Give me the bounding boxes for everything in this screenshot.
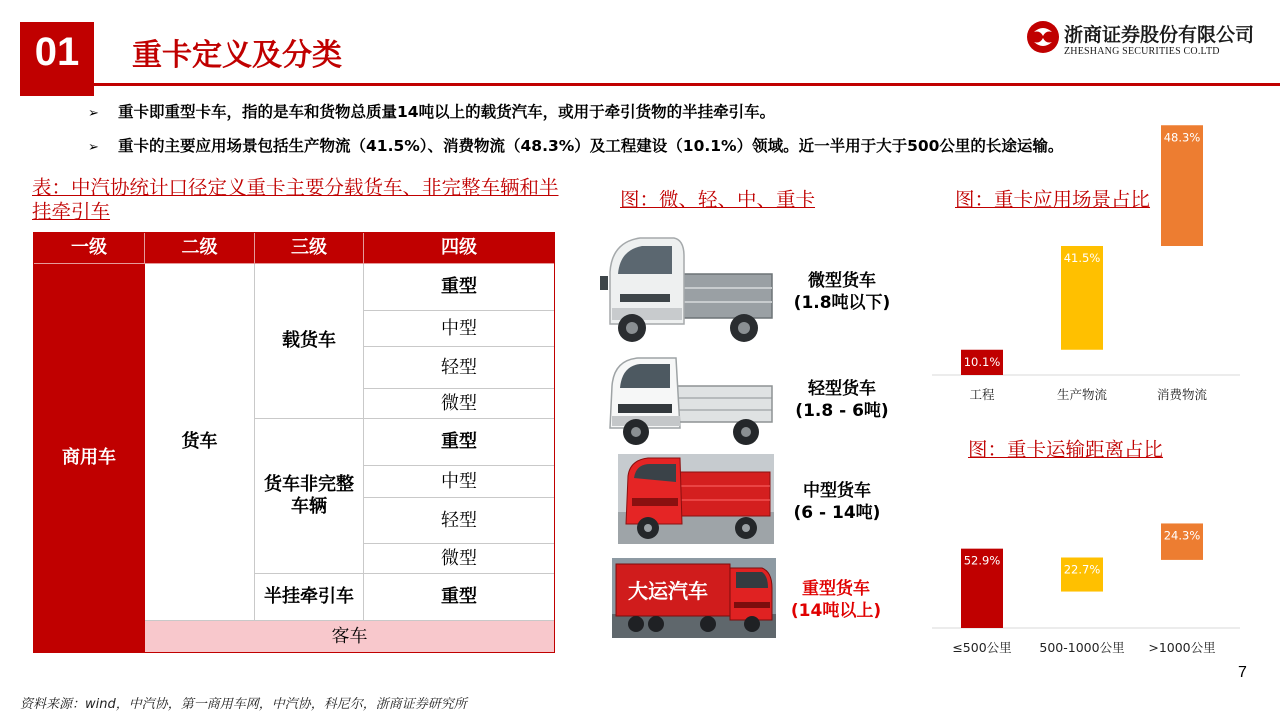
chart-data-label: 10.1% bbox=[963, 354, 1001, 369]
medium-truck-label bbox=[772, 480, 902, 524]
table-header-level4: 四级 bbox=[364, 233, 554, 264]
bullet-application bbox=[88, 134, 1063, 156]
table-header-level3: 三级 bbox=[255, 233, 364, 264]
chart-category-label: 生产物流 bbox=[1056, 387, 1108, 402]
truck-weight-range: (1.8 - 6吨) bbox=[795, 401, 889, 421]
truck-weight-range: (1.8吨以下) bbox=[793, 293, 891, 313]
truck-name: 微型货车 bbox=[808, 271, 876, 291]
light-truck-label bbox=[777, 378, 907, 422]
company-logo bbox=[1022, 18, 1262, 64]
chart-category-label: 500-1000公里 bbox=[1039, 640, 1125, 655]
scene-chart-caption: 图：重卡应用场景占比 bbox=[955, 188, 1151, 211]
distance-chart-caption: 图：重卡运输距离占比 bbox=[968, 438, 1164, 461]
table-header-level1: 一级 bbox=[34, 233, 145, 264]
micro-truck-label bbox=[777, 270, 907, 314]
truck-cab-text: 大运汽车 bbox=[628, 579, 708, 603]
truck-name: 重型货车 bbox=[802, 579, 870, 599]
medium-truck-image bbox=[618, 454, 774, 544]
page-number: 7 bbox=[1238, 664, 1247, 681]
source-footnote: 资料来源：wind，中汽协，第一商用车网，中汽协，科尼尔，浙商证券研究所 bbox=[20, 697, 467, 712]
page-title: 重卡定义及分类 bbox=[132, 38, 342, 73]
logo-chinese-name: 浙商证券股份有限公司 bbox=[1064, 24, 1255, 46]
section-badge bbox=[20, 22, 94, 96]
table-cell-micro: 微型 bbox=[364, 389, 554, 419]
bullet-arrow-icon: ➢ bbox=[88, 140, 99, 155]
heavy-truck-image bbox=[612, 558, 776, 638]
chart-data-label: 24.3% bbox=[1163, 528, 1201, 543]
table-cell-truck: 货车 bbox=[145, 264, 255, 621]
chart-data-label: 22.7% bbox=[1063, 562, 1101, 577]
bullet-text: 重卡即重型卡车，指的是车和货物总质量14吨以上的载货汽车，或用于牵引货物的半挂牵引车。 bbox=[118, 103, 776, 121]
bullet-arrow-icon: ➢ bbox=[88, 106, 99, 121]
chart-category-label: >1000公里 bbox=[1148, 640, 1216, 655]
zheshang-logo-icon bbox=[1026, 20, 1060, 54]
logo-english-name: ZHESHANG SECURITIES CO.LTD bbox=[1064, 46, 1220, 57]
table-cell-medium: 中型 bbox=[364, 311, 554, 347]
truck-name: 轻型货车 bbox=[808, 379, 876, 399]
table-cell-bus: 客车 bbox=[145, 621, 554, 652]
table-cell-heavy: 重型 bbox=[364, 419, 554, 466]
chart-category-label: 工程 bbox=[969, 387, 995, 402]
table-cell-commercial-vehicle: 商用车 bbox=[34, 264, 145, 652]
chart-category-label: 消费物流 bbox=[1156, 387, 1208, 402]
bullet-definition bbox=[88, 100, 775, 122]
table-cell-semi-tractor: 半挂牵引车 bbox=[255, 574, 364, 621]
table-cell-cargo-truck: 载货车 bbox=[255, 264, 364, 419]
bullet-text: 重卡的主要应用场景包括生产物流（41.5%）、消费物流（48.3%）及工程建设（10.1%）领域。近一半用于大于500公里的长途运输。 bbox=[118, 137, 1064, 155]
chart-data-label: 48.3% bbox=[1163, 130, 1201, 145]
table-cell-heavy: 重型 bbox=[364, 264, 554, 311]
section-number: 01 bbox=[34, 30, 80, 74]
heavy-truck-label bbox=[771, 578, 901, 622]
table-cell-incomplete-vehicle: 货车非完整车辆 bbox=[255, 419, 364, 574]
chart-data-label: 52.9% bbox=[963, 553, 1001, 568]
table-caption: 表：中汽协统计口径定义重卡主要分载货车、非完整车辆和半挂牵引车 bbox=[32, 176, 559, 223]
header-divider bbox=[94, 83, 1280, 86]
table-cell-light: 轻型 bbox=[364, 347, 554, 389]
distance-share-chart bbox=[930, 480, 1250, 665]
table-cell-micro: 微型 bbox=[364, 544, 554, 574]
chart-data-label: 41.5% bbox=[1063, 251, 1101, 265]
micro-truck-image bbox=[598, 228, 776, 350]
table-header-level2: 二级 bbox=[145, 233, 255, 264]
truck-weight-range: (6 - 14吨) bbox=[793, 503, 881, 523]
table-cell-heavy: 重型 bbox=[364, 574, 554, 621]
table-cell-light: 轻型 bbox=[364, 498, 554, 544]
chart-category-label: ≤500公里 bbox=[952, 640, 1012, 655]
truck-name: 中型货车 bbox=[803, 481, 871, 501]
trucks-caption: 图：微、轻、中、重卡 bbox=[620, 188, 816, 211]
classification-table bbox=[33, 232, 555, 653]
light-truck-image bbox=[598, 352, 776, 448]
table-cell-medium: 中型 bbox=[364, 466, 554, 498]
truck-weight-range: (14吨以上) bbox=[790, 601, 882, 621]
